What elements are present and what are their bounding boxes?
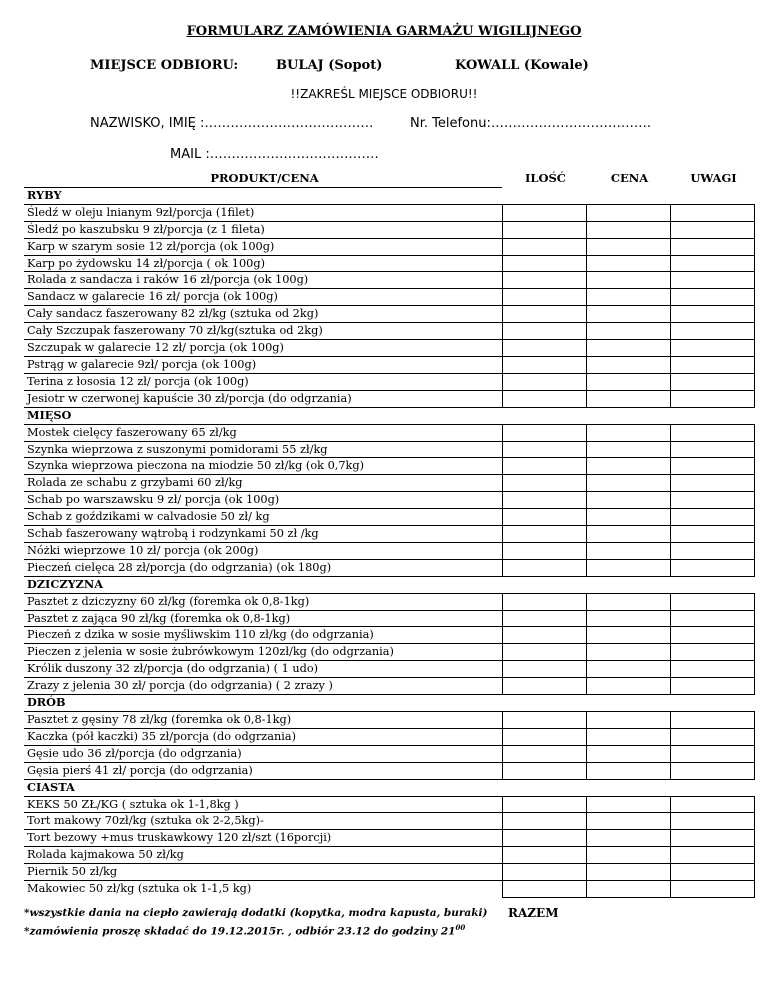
notes-cell[interactable] <box>670 492 754 509</box>
product-cell: Gęsia pierś 41 zł/ porcja (do odgrzania) <box>24 762 502 779</box>
header-notes: UWAGI <box>690 171 737 186</box>
product-cell: KEKS 50 ZŁ/KG ( sztuka ok 1-1,8kg ) <box>24 796 502 813</box>
product-cell: Tort makowy 70zł/kg (sztuka ok 2-2,5kg)- <box>24 813 502 830</box>
notes-cell[interactable] <box>670 610 754 627</box>
notes-cell[interactable] <box>670 728 754 745</box>
table-row <box>24 238 754 255</box>
notes-cell[interactable] <box>670 526 754 543</box>
price-cell <box>586 695 670 712</box>
product-cell: Pasztet z zająca 90 zł/kg (foremka ok 0,8-1kg) <box>24 610 502 627</box>
quantity-cell[interactable] <box>502 390 586 407</box>
table-row <box>24 813 754 830</box>
form-title: FORMULARZ ZAMÓWIENIA GARMAŻU WIGILIJNEGO <box>186 24 582 39</box>
quantity-cell[interactable] <box>502 238 586 255</box>
product-cell: Śledź w oleju lnianym 9zł/porcja (1filet) <box>24 204 502 221</box>
section-name: DZICZYZNA <box>24 576 502 593</box>
price-cell[interactable] <box>586 881 670 898</box>
header-quantity: ILOŚĆ <box>525 171 566 186</box>
quantity-cell <box>502 695 586 712</box>
quantity-cell <box>502 187 586 204</box>
table-row <box>24 526 754 543</box>
product-cell: Karp w szarym sosie 12 zł/porcja (ok 100g) <box>24 238 502 255</box>
quantity-cell[interactable] <box>502 542 586 559</box>
product-cell: Schab faszerowany wątrobą i rodzynkami 50 zł /kg <box>24 526 502 543</box>
section-name: DRÓB <box>24 695 502 712</box>
quantity-cell[interactable] <box>502 864 586 881</box>
quantity-cell[interactable] <box>502 356 586 373</box>
notes-cell[interactable] <box>670 796 754 813</box>
table-row <box>24 881 754 898</box>
notes-cell[interactable] <box>670 678 754 695</box>
table-row <box>24 323 754 340</box>
price-cell[interactable] <box>586 475 670 492</box>
price-cell[interactable] <box>586 678 670 695</box>
order-table <box>24 171 755 898</box>
notes-cell <box>670 407 754 424</box>
quantity-cell[interactable] <box>502 728 586 745</box>
product-cell: Szynka wieprzowa z suszonymi pomidorami 55 zł/kg <box>24 441 502 458</box>
table-row <box>24 306 754 323</box>
product-cell: Rolada z sandacza i raków 16 zł/porcja (ok 100g) <box>24 272 502 289</box>
section-header <box>24 779 754 796</box>
product-cell: Sandacz w galarecie 16 zł/ porcja (ok 100g) <box>24 289 502 306</box>
phone-field[interactable]: Nr. Telefonu:………………………………. <box>410 116 652 131</box>
section-header <box>24 407 754 424</box>
price-cell[interactable] <box>586 356 670 373</box>
price-cell[interactable] <box>586 745 670 762</box>
table-row <box>24 593 754 610</box>
quantity-cell[interactable] <box>502 509 586 526</box>
price-cell <box>586 779 670 796</box>
quantity-cell[interactable] <box>502 610 586 627</box>
price-cell[interactable] <box>586 441 670 458</box>
product-cell: Pieczeń cielęca 28 zł/porcja (do odgrzania) (ok 180g) <box>24 559 502 576</box>
notes-cell[interactable] <box>670 881 754 898</box>
quantity-cell[interactable] <box>502 627 586 644</box>
notes-cell[interactable] <box>670 475 754 492</box>
product-cell: Schab z goździkami w calvadosie 50 zł/ kg <box>24 509 502 526</box>
pickup-note: !!ZAKREŚL MIEJSCE ODBIORU!! <box>290 87 478 101</box>
price-cell[interactable] <box>586 289 670 306</box>
product-cell: Pasztet z gęsiny 78 zł/kg (foremka ok 0,8-1kg) <box>24 712 502 729</box>
product-cell: Cały Szczupak faszerowany 70 zł/kg(sztuka od 2kg) <box>24 323 502 340</box>
notes-cell[interactable] <box>670 762 754 779</box>
quantity-cell[interactable] <box>502 221 586 238</box>
product-cell: Królik duszony 32 zł/porcja (do odgrzania) ( 1 udo) <box>24 661 502 678</box>
notes-cell[interactable] <box>670 390 754 407</box>
quantity-cell[interactable] <box>502 745 586 762</box>
section-name: CIASTA <box>24 779 502 796</box>
quantity-cell[interactable] <box>502 458 586 475</box>
notes-cell[interactable] <box>670 373 754 390</box>
quantity-cell[interactable] <box>502 255 586 272</box>
table-body <box>24 187 754 897</box>
price-cell[interactable] <box>586 221 670 238</box>
price-cell[interactable] <box>586 712 670 729</box>
product-cell: Pieczen z jelenia w sosie żubrówkowym 120zł/kg (do odgrzania) <box>24 644 502 661</box>
table-row <box>24 373 754 390</box>
pickup-option-bulaj[interactable]: BULAJ (Sopot) <box>276 58 383 73</box>
notes-cell[interactable] <box>670 661 754 678</box>
notes-cell <box>670 695 754 712</box>
pickup-option-kowall[interactable]: KOWALL (Kowale) <box>455 58 589 73</box>
quantity-cell[interactable] <box>502 340 586 357</box>
table-row <box>24 204 754 221</box>
table-row <box>24 864 754 881</box>
name-field[interactable]: NAZWISKO, IMIĘ :………………………………… <box>90 116 374 131</box>
table-row <box>24 475 754 492</box>
product-cell: Makowiec 50 zł/kg (sztuka ok 1-1,5 kg) <box>24 881 502 898</box>
quantity-cell <box>502 407 586 424</box>
price-cell <box>586 576 670 593</box>
product-cell: Jesiotr w czerwonej kapuście 30 zł/porcja (do odgrzania) <box>24 390 502 407</box>
notes-cell[interactable] <box>670 204 754 221</box>
total-label: RAZEM <box>508 906 559 920</box>
quantity-cell[interactable] <box>502 526 586 543</box>
notes-cell[interactable] <box>670 238 754 255</box>
notes-cell[interactable] <box>670 593 754 610</box>
product-cell: Szynka wieprzowa pieczona na miodzie 50 zł/kg (ok 0,7kg) <box>24 458 502 475</box>
table-row <box>24 458 754 475</box>
quantity-cell[interactable] <box>502 323 586 340</box>
notes-cell[interactable] <box>670 745 754 762</box>
price-cell[interactable] <box>586 593 670 610</box>
notes-cell <box>670 187 754 204</box>
product-cell: Cały sandacz faszerowany 82 zł/kg (sztuka od 2kg) <box>24 306 502 323</box>
product-cell: Śledź po kaszubsku 9 zł/porcja (z 1 fileta) <box>24 221 502 238</box>
price-cell[interactable] <box>586 272 670 289</box>
price-cell[interactable] <box>586 864 670 881</box>
table-row <box>24 492 754 509</box>
footer-note-2: *zamówienia proszę składać do 19.12.2015r. , odbiór 23.12 do godziny $21^{00}$ <box>24 923 466 938</box>
price-cell[interactable] <box>586 728 670 745</box>
product-cell: Zrazy z jelenia 30 zł/ porcja (do odgrzania) ( 2 zrazy ) <box>24 678 502 695</box>
table-row <box>24 424 754 441</box>
notes-cell <box>670 576 754 593</box>
header-product: PRODUKT/CENA <box>210 171 319 185</box>
notes-cell[interactable] <box>670 272 754 289</box>
notes-cell[interactable] <box>670 424 754 441</box>
price-cell[interactable] <box>586 661 670 678</box>
quantity-cell[interactable] <box>502 593 586 610</box>
price-cell[interactable] <box>586 830 670 847</box>
table-row <box>24 830 754 847</box>
table-header <box>24 171 754 187</box>
notes-cell[interactable] <box>670 306 754 323</box>
price-cell[interactable] <box>586 255 670 272</box>
table-row <box>24 745 754 762</box>
notes-cell[interactable] <box>670 221 754 238</box>
quantity-cell[interactable] <box>502 306 586 323</box>
price-cell[interactable] <box>586 204 670 221</box>
table-row <box>24 762 754 779</box>
price-cell[interactable] <box>586 762 670 779</box>
price-cell[interactable] <box>586 306 670 323</box>
notes-cell[interactable] <box>670 441 754 458</box>
product-cell: Rolada ze schabu z grzybami 60 zł/kg <box>24 475 502 492</box>
quantity-cell[interactable] <box>502 830 586 847</box>
table-row <box>24 559 754 576</box>
quantity-cell[interactable] <box>502 762 586 779</box>
section-header <box>24 576 754 593</box>
header-price: CENA <box>610 171 649 186</box>
price-cell[interactable] <box>586 424 670 441</box>
notes-cell[interactable] <box>670 847 754 864</box>
table-row <box>24 728 754 745</box>
table-row <box>24 712 754 729</box>
price-cell[interactable] <box>586 627 670 644</box>
price-cell[interactable] <box>586 390 670 407</box>
quantity-cell[interactable] <box>502 289 586 306</box>
price-cell[interactable] <box>586 559 670 576</box>
table-row <box>24 221 754 238</box>
product-cell: Pieczeń z dzika w sosie myśliwskim 110 zł/kg (do odgrzania) <box>24 627 502 644</box>
product-cell: Terina z łososia 12 zł/ porcja (ok 100g) <box>24 373 502 390</box>
notes-cell[interactable] <box>670 340 754 357</box>
table-row <box>24 289 754 306</box>
notes-cell[interactable] <box>670 255 754 272</box>
table-row <box>24 627 754 644</box>
quantity-cell[interactable] <box>502 796 586 813</box>
quantity-cell[interactable] <box>502 475 586 492</box>
price-cell[interactable] <box>586 526 670 543</box>
product-cell: Schab po warszawsku 9 zł/ porcja (ok 100g) <box>24 492 502 509</box>
quantity-cell[interactable] <box>502 813 586 830</box>
footer-note-1: *wszystkie dania na ciepło zawierają dodatki (kopytka, modra kapusta, buraki) <box>24 907 488 919</box>
table-row <box>24 340 754 357</box>
notes-cell[interactable] <box>670 509 754 526</box>
table-row <box>24 610 754 627</box>
notes-cell[interactable] <box>670 356 754 373</box>
quantity-cell[interactable] <box>502 678 586 695</box>
price-cell[interactable] <box>586 340 670 357</box>
notes-cell[interactable] <box>670 458 754 475</box>
product-cell: Piernik 50 zł/kg <box>24 864 502 881</box>
price-cell[interactable] <box>586 610 670 627</box>
notes-cell[interactable] <box>670 864 754 881</box>
notes-cell[interactable] <box>670 813 754 830</box>
table-row <box>24 644 754 661</box>
product-cell: Kaczka (pół kaczki) 35 zł/porcja (do odgrzania) <box>24 728 502 745</box>
quantity-cell[interactable] <box>502 373 586 390</box>
quantity-cell[interactable] <box>502 712 586 729</box>
section-name: RYBY <box>24 187 502 204</box>
quantity-cell[interactable] <box>502 441 586 458</box>
quantity-cell[interactable] <box>502 204 586 221</box>
price-cell[interactable] <box>586 796 670 813</box>
table-row <box>24 847 754 864</box>
quantity-cell[interactable] <box>502 559 586 576</box>
price-cell[interactable] <box>586 373 670 390</box>
price-cell[interactable] <box>586 542 670 559</box>
notes-cell[interactable] <box>670 712 754 729</box>
table-row <box>24 678 754 695</box>
notes-cell[interactable] <box>670 559 754 576</box>
product-cell: Szczupak w galarecie 12 zł/ porcja (ok 100g) <box>24 340 502 357</box>
quantity-cell[interactable] <box>502 661 586 678</box>
product-cell: Karp po żydowsku 14 zł/porcja ( ok 100g) <box>24 255 502 272</box>
section-header <box>24 695 754 712</box>
table-row <box>24 441 754 458</box>
price-cell[interactable] <box>586 813 670 830</box>
price-cell[interactable] <box>586 509 670 526</box>
quantity-cell <box>502 576 586 593</box>
notes-cell[interactable] <box>670 323 754 340</box>
quantity-cell[interactable] <box>502 272 586 289</box>
table-row <box>24 509 754 526</box>
price-cell[interactable] <box>586 847 670 864</box>
quantity-cell[interactable] <box>502 847 586 864</box>
notes-cell <box>670 779 754 796</box>
product-cell: Tort bezowy +mus truskawkowy 120 zł/szt (16porcji) <box>24 830 502 847</box>
pickup-label: MIEJSCE ODBIORU: <box>90 58 239 73</box>
table-row <box>24 796 754 813</box>
product-cell: Pstrąg w galarecie 9zł/ porcja (ok 100g) <box>24 356 502 373</box>
table-row <box>24 272 754 289</box>
price-cell[interactable] <box>586 323 670 340</box>
product-cell: Mostek cielęcy faszerowany 65 zł/kg <box>24 424 502 441</box>
quantity-cell[interactable] <box>502 424 586 441</box>
quantity-cell[interactable] <box>502 881 586 898</box>
table-row <box>24 255 754 272</box>
price-cell[interactable] <box>586 644 670 661</box>
mail-field[interactable]: MAIL :………………………………… <box>170 147 379 162</box>
table-row <box>24 390 754 407</box>
quantity-cell[interactable] <box>502 644 586 661</box>
table-row <box>24 356 754 373</box>
product-cell: Nóżki wieprzowe 10 zł/ porcja (ok 200g) <box>24 542 502 559</box>
price-cell <box>586 407 670 424</box>
section-name: MIĘSO <box>24 407 502 424</box>
notes-cell[interactable] <box>670 627 754 644</box>
product-cell: Gęsie udo 36 zł/porcja (do odgrzania) <box>24 745 502 762</box>
table-row <box>24 661 754 678</box>
price-cell[interactable] <box>586 458 670 475</box>
price-cell <box>586 187 670 204</box>
quantity-cell[interactable] <box>502 492 586 509</box>
product-cell: Pasztet z dziczyzny 60 zł/kg (foremka ok 0,8-1kg) <box>24 593 502 610</box>
notes-cell[interactable] <box>670 289 754 306</box>
section-header <box>24 187 754 204</box>
table-row <box>24 542 754 559</box>
notes-cell[interactable] <box>670 542 754 559</box>
notes-cell[interactable] <box>670 644 754 661</box>
price-cell[interactable] <box>586 238 670 255</box>
product-cell: Rolada kajmakowa 50 zł/kg <box>24 847 502 864</box>
quantity-cell <box>502 779 586 796</box>
notes-cell[interactable] <box>670 830 754 847</box>
price-cell[interactable] <box>586 492 670 509</box>
